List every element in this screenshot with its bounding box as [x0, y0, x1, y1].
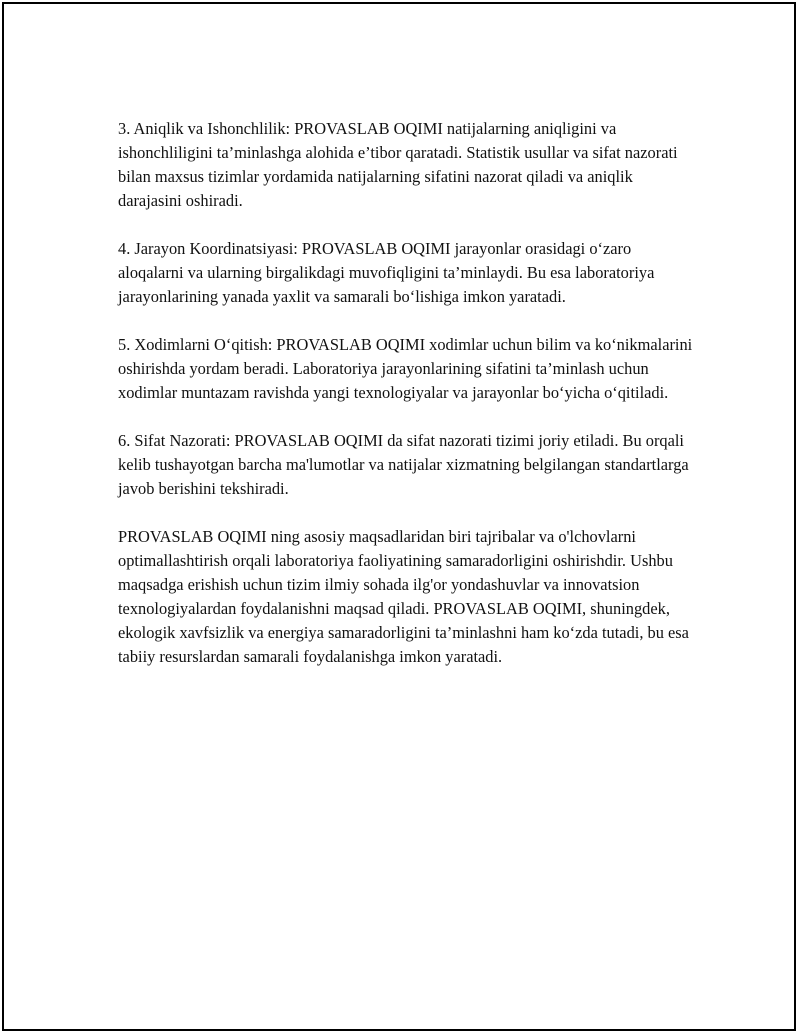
- paragraph-main-goals: PROVASLAB OQIMI ning asosiy maqsadlaridan biri tajribalar va o'lchovlarni optimallashtirish orqali laboratoriya faoliyatining samaradorligini oshirishdir. Ushbu maqsadga erishish uchun tizim ilmiy sohada ilg'or yondashuvlar va innovatsion texnologiyalardan foydalanishni maqsad qiladi. PROVASLAB OQIMI, shuningdek, ekologik xavfsizlik va energiya samaradorligini ta’minlashni ham ko‘zda tutadi, bu esa tabiiy resurslardan samarali foydalanishga imkon yaratadi.: [118, 527, 689, 666]
- paragraph-accuracy-reliability: 3. Aniqlik va Ishonchlilik: PROVASLAB OQIMI natijalarning aniqligini va ishonchliligini ta’minlashga alohida e’tibor qaratadi. Statistik usullar va sifat nazorati bilan maxsus tizimlar yordamida natijalarning sifatini nazorat qiladi va aniqlik darajasini oshiradi.: [118, 119, 678, 210]
- paragraph-staff-training: 5. Xodimlarni O‘qitish: PROVASLAB OQIMI xodimlar uchun bilim va ko‘nikmalarini oshirishda yordam beradi. Laboratoriya jarayonlarining sifatini ta’minlash uchun xodimlar muntazam ravishda yangi texnologiyalar va jarayonlar bo‘yicha o‘qitiladi.: [118, 335, 693, 402]
- paragraph-process-coordination: 4. Jarayon Koordinatsiyasi: PROVASLAB OQIMI jarayonlar orasidagi o‘zaro aloqalarni va ularning birgalikdagi muvofiqligini ta’minlaydi. Bu esa laboratoriya jarayonlarining yanada yaxlit va samarali bo‘lishiga imkon yaratadi.: [118, 239, 655, 306]
- document-body: [118, 117, 693, 693]
- paragraph-quality-control: 6. Sifat Nazorati: PROVASLAB OQIMI da sifat nazorati tizimi joriy etiladi. Bu orqali kelib tushayotgan barcha ma'lumotlar va natijalar xizmatning belgilangan standartlarga javob berishini tekshiradi.: [118, 431, 689, 498]
